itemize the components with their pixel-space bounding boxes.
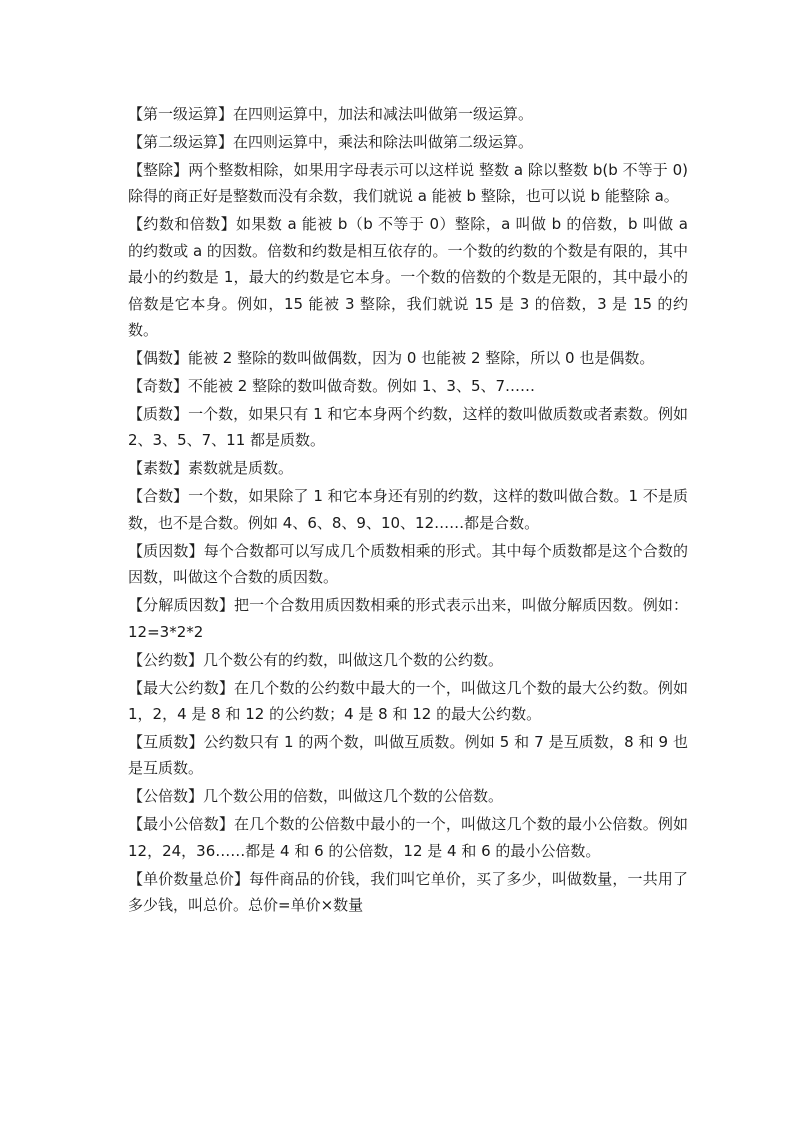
definition-text: 如果数 a 能被 b（b 不等于 0）整除，a 叫做 b 的倍数，b 叫做 a 的约数或 a 的因数。倍数和约数是相互依存的。一个数的约数的个数是有限的，其中最小的约数是 1，最大的约数是它本身。一个数的倍数的个数是无限的，其中最小的倍数是它本身。例如，15 能被 3 整除，我们就说 15 是 3 的倍数，3 是 15 的约数。 (128, 215, 688, 340)
definition-text: 能被 2 整除的数叫做偶数，因为 0 也能被 2 整除，所以 0 也是偶数。 (188, 349, 655, 368)
definition-divisor-and-multiple (128, 211, 688, 343)
definition-odd-number (128, 373, 688, 399)
definition-text: 在四则运算中，加法和减法叫做第一级运算。 (233, 105, 534, 123)
term-label: 【公约数】 (128, 650, 204, 669)
definition-text: 素数就是质数。 (188, 459, 294, 478)
term-label: 【约数和倍数】 (128, 215, 236, 234)
term-label: 【互质数】 (128, 733, 204, 752)
definition-prime-synonym (128, 455, 688, 481)
definition-text: 不能被 2 整除的数叫做奇数。例如 1、3、5、7…… (188, 377, 536, 396)
definition-greatest-common-divisor (128, 675, 688, 728)
term-label: 【质数】 (128, 405, 189, 424)
definition-common-divisor (128, 647, 688, 673)
term-label: 【最大公约数】 (128, 678, 234, 697)
term-label: 【第二级运算】 (128, 133, 234, 151)
definition-unit-price-quantity-total (128, 866, 688, 919)
definition-text: 一个数，如果除了 1 和它本身还有别的约数，这样的数叫做合数。1 不是质数，也不是合数。例如 4、6、8、9、10、12……都是合数。 (128, 487, 688, 532)
term-label: 【最小公倍数】 (128, 815, 234, 834)
term-label: 【偶数】 (128, 349, 189, 368)
term-label: 【合数】 (128, 487, 189, 506)
definition-text: 在几个数的公约数中最大的一个，叫做这几个数的最大公约数。例如 1，2，4 是 8 和 12 的公约数；4 是 8 和 12 的最大公约数。 (128, 678, 688, 724)
definition-text: 每件商品的价钱，我们叫它单价，买了多少，叫做数量，一共用了多少钱，叫总价。总价=单价×数量 (128, 869, 688, 915)
definition-text: 在几个数的公倍数中最小的一个，叫做这几个数的最小公倍数。例如 12，24，36……都是 4 和 6 的公倍数，12 是 4 和 6 的最小公倍数。 (128, 815, 688, 860)
definition-divisible (128, 157, 688, 210)
definition-common-multiple (128, 783, 688, 809)
definition-prime-factorization (128, 592, 688, 645)
definition-text: 一个数，如果只有 1 和它本身两个约数，这样的数叫做质数或者素数。例如 2、3、5、7、11 都是质数。 (128, 405, 688, 450)
definition-text: 每个合数都可以写成几个质数相乘的形式。其中每个质数都是这个合数的因数，叫做这个合数的质因数。 (128, 541, 688, 587)
definition-even-number (128, 345, 688, 371)
term-label: 【第一级运算】 (128, 105, 234, 123)
definition-coprime-numbers (128, 729, 688, 782)
definition-text: 公约数只有 1 的两个数，叫做互质数。例如 5 和 7 是互质数，8 和 9 也是互质数。 (128, 733, 688, 778)
definition-text: 把一个合数用质因数相乘的形式表示出来，叫做分解质因数。例如：12=3*2*2 (128, 596, 688, 641)
term-label: 【单价数量总价】 (128, 869, 250, 888)
definition-text: 几个数公用的倍数，叫做这几个数的公倍数。 (203, 787, 504, 806)
term-label: 【公倍数】 (128, 787, 204, 806)
definition-text: 几个数公有的约数，叫做这几个数的公约数。 (203, 650, 504, 669)
definition-least-common-multiple (128, 811, 688, 864)
definition-text: 两个整数相除，如果用字母表示可以这样说 整数 a 除以整数 b(b 不等于 0)除得的商正好是整数而没有余数，我们就说 a 能被 b 整除，也可以说 b 能整除 a。 (128, 161, 688, 206)
term-label: 【素数】 (128, 459, 189, 478)
definition-prime-number (128, 401, 688, 454)
term-label: 【质因数】 (128, 541, 204, 560)
term-label: 【奇数】 (128, 377, 189, 396)
definition-first-level-operation (128, 101, 688, 127)
definition-text: 在四则运算中，乘法和除法叫做第二级运算。 (233, 133, 534, 151)
definition-second-level-operation (128, 129, 688, 155)
term-label: 【整除】 (128, 161, 189, 179)
document-body (128, 101, 688, 920)
definition-composite-number (128, 483, 688, 536)
definition-prime-factor (128, 538, 688, 591)
term-label: 【分解质因数】 (128, 596, 234, 615)
